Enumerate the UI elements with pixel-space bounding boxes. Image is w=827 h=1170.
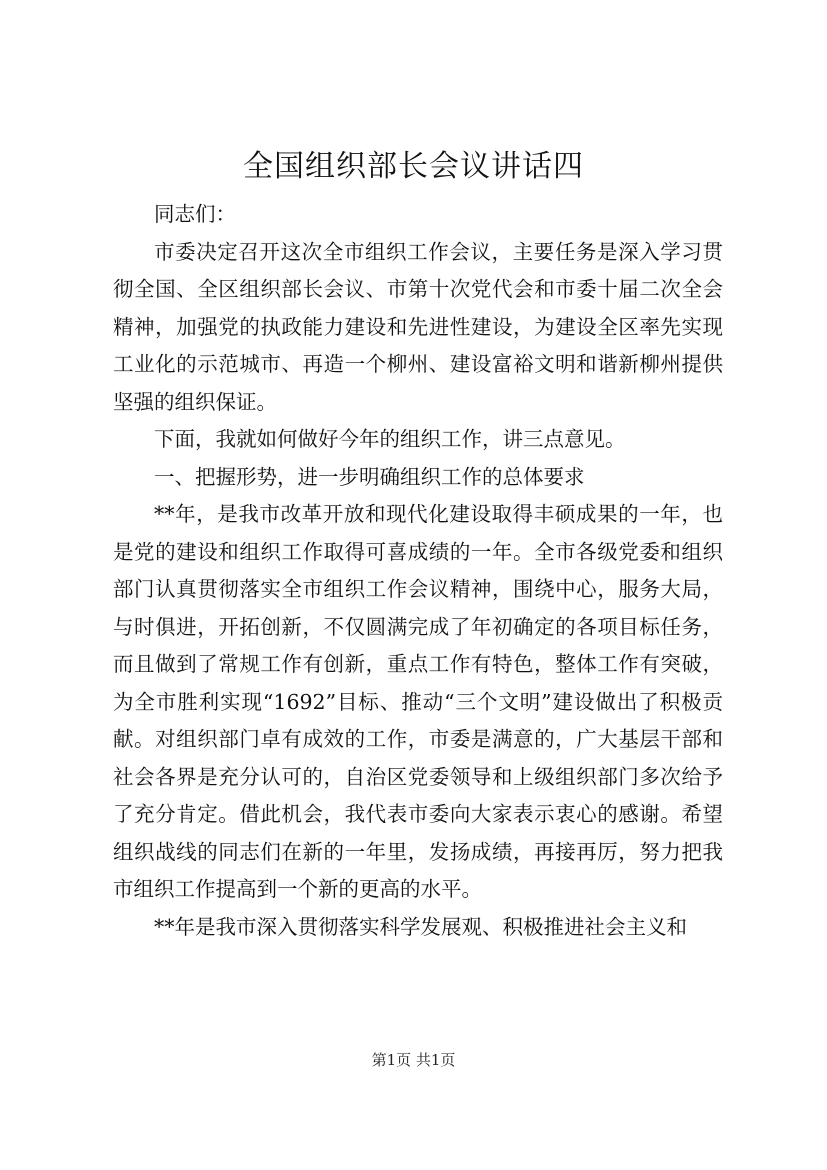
paragraph-2: 下面，我就如何做好今年的组织工作，讲三点意见。 [154, 427, 626, 451]
paragraph-4: **年是我市深入贯彻落实科学发展观、积极推进社会主义和 [154, 914, 687, 939]
paragraph-1: 市委决定召开这次全市组织工作会议，主要任务是深入学习贯彻全国、全区组织部长会议、市第十次党代会和市委十届二次全会精神，加强党的执政能力建设和先进性建设，为建设全区率先实现工业化的示范城市、再造一个柳州、建设富裕文明和谐新柳州提供坚强的组织保证。 [113, 239, 723, 414]
section-heading-1: 一、把握形势，进一步明确组织工作的总体要求 [154, 464, 585, 489]
paragraph-3: **年，是我市改革开放和现代化建设取得丰硕成果的一年，也是党的建设和组织工作取得可喜成绩的一年。全市各级党委和组织部门认真贯彻落实全市组织工作会议精神，围绕中心，服务大局，与时俱进，开拓创新，不仅圆满完成了年初确定的各项目标任务，而且做到了常规工作有创新，重点工作有特色，整体工作有突破，为全市胜利实现“1692”目标、推动“三个文明”建设做出了积极贡献。对组织部门卓有成效的工作，市委是满意的，广大基层干部和社会各界是充分认可的，自治区党委领导和上级组织部门多次给予了充分肯定。借此机会，我代表市委向大家表示衷心的感谢。希望组织战线的同志们在新的一年里，发扬成绩，再接再厉，努力把我市组织工作提高到一个新的更高的水平。 [113, 502, 723, 901]
page-footer [0, 1050, 827, 1070]
page-number-label: 第1页 共1页 [371, 1051, 456, 1069]
salutation: 同志们： [154, 202, 236, 226]
document-body [113, 196, 723, 946]
document-title: 全国组织部长会议讲话四 [243, 149, 584, 184]
